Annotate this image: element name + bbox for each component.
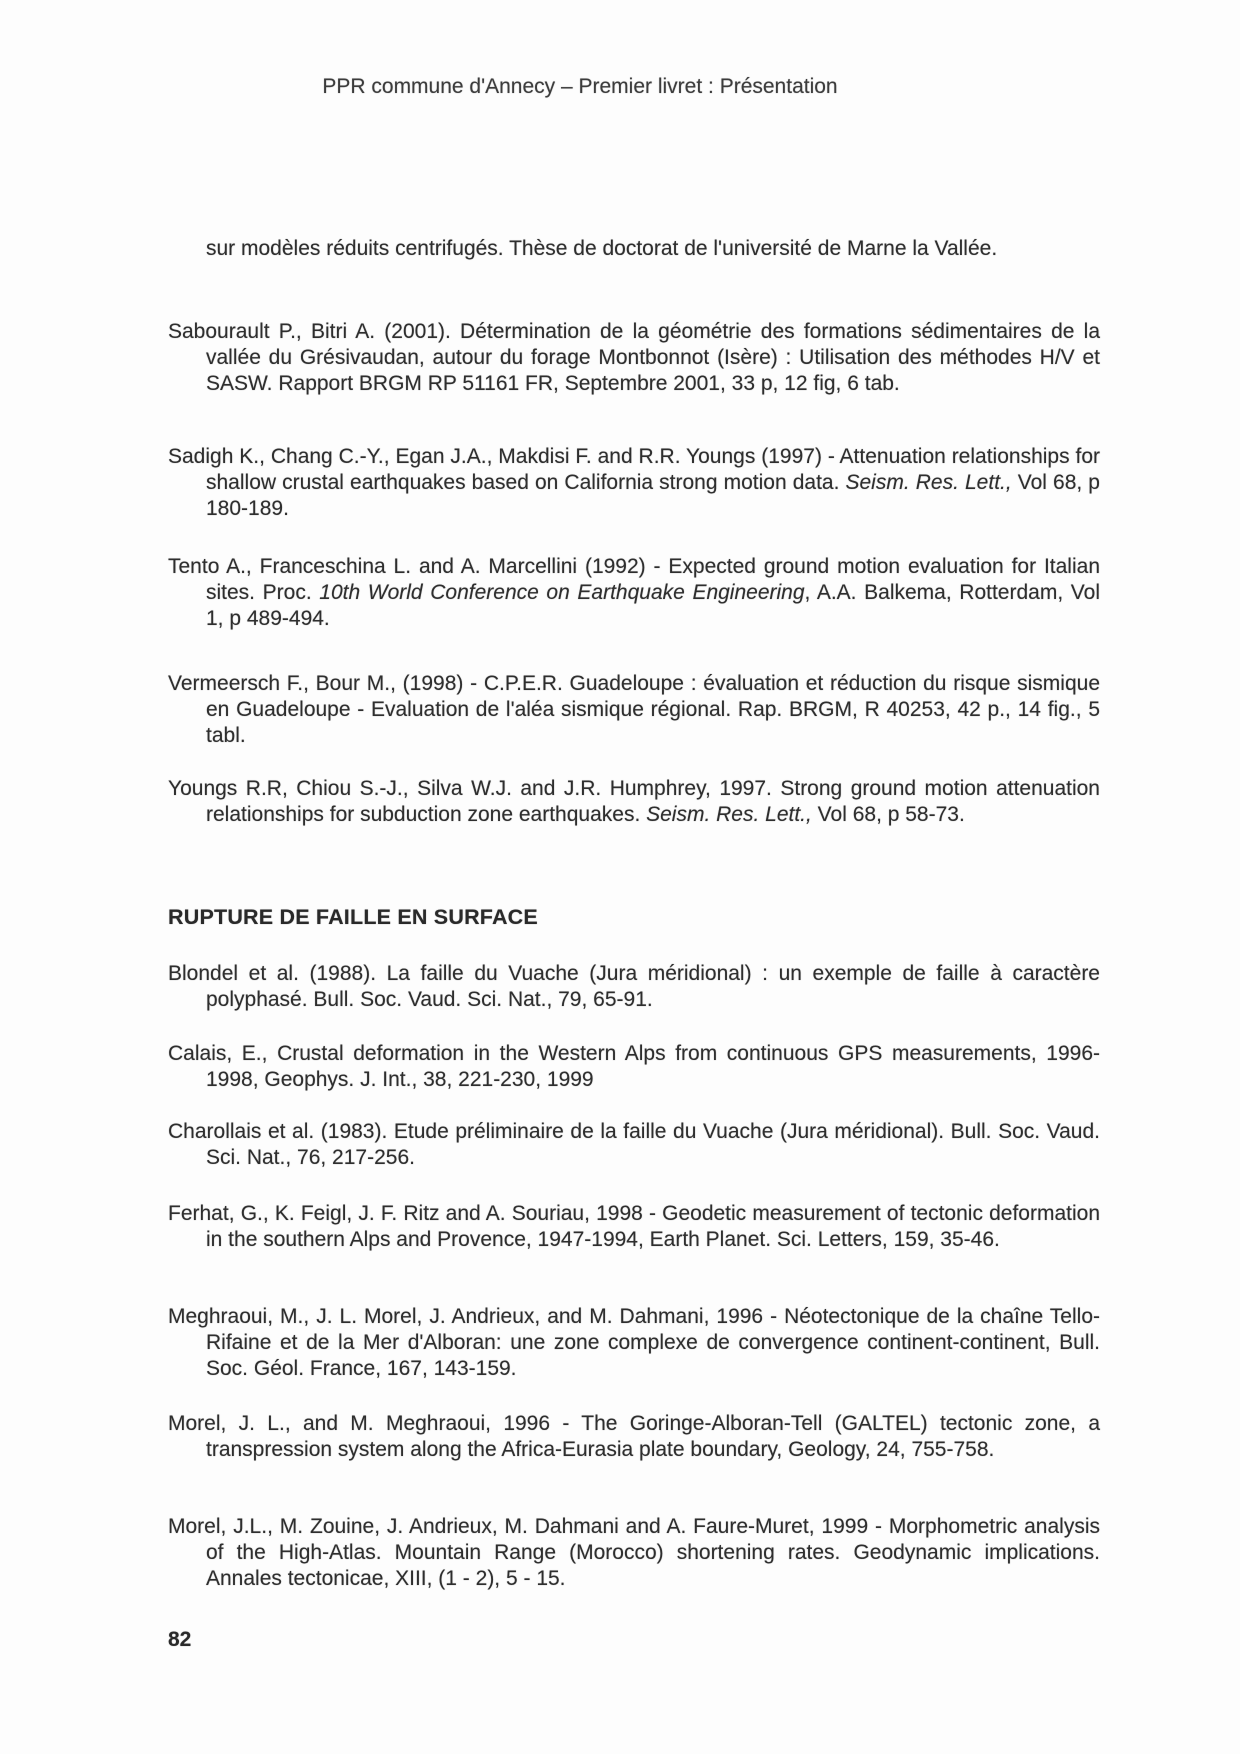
reference-entry-youngs bbox=[168, 776, 1100, 828]
reference-text: Blondel et al. (1988). La faille du Vuache (Jura méridional) : un exemple de faille à caractère polyphasé. Bull. Soc. Vaud. Sci. Nat., 79, 65-91. bbox=[168, 962, 1100, 1011]
reference-text: Calais, E., Crustal deformation in the Western Alps from continuous GPS measurements, 1996-1998, Geophys. J. Int., 38, 221-230, 1999 bbox=[168, 1042, 1100, 1091]
reference-text-italic: Seism. Res. Lett., bbox=[845, 471, 1012, 494]
reference-text: Vol 68, p 58-73. bbox=[811, 803, 965, 826]
reference-text: Vermeersch F., Bour M., (1998) - C.P.E.R. Guadeloupe : évaluation et réduction du risque sismique en Guadeloupe - Evaluation de l'aléa sismique régional. Rap. BRGM, R 40253, 42 p., 14 fig., 5 tabl. bbox=[168, 672, 1100, 747]
reference-entry-blondel bbox=[168, 961, 1100, 1013]
reference-continuation bbox=[168, 236, 1100, 262]
page-number: 82 bbox=[168, 1628, 192, 1651]
reference-entry-charollais bbox=[168, 1119, 1100, 1171]
reference-entry-morel-1999 bbox=[168, 1514, 1100, 1592]
reference-text: Sabourault P., Bitri A. (2001). Détermination de la géométrie des formations sédimentaires de la vallée du Grésivaudan, autour du forage Montbonnot (Isère) : Utilisation des méthodes H/V et SASW. Rapport BRGM RP 51161 FR, Septembre 2001, 33 p, 12 fig, 6 tab. bbox=[168, 320, 1100, 395]
reference-text: Charollais et al. (1983). Etude préliminaire de la faille du Vuache (Jura méridional). Bull. Soc. Vaud. Sci. Nat., 76, 217-256. bbox=[168, 1120, 1100, 1169]
running-header: PPR commune d'Annecy – Premier livret : Présentation bbox=[322, 75, 838, 98]
reference-entry-tento bbox=[168, 554, 1100, 632]
reference-text: Vol 68, p 180-189. bbox=[206, 471, 1100, 520]
reference-entry-sadigh bbox=[168, 444, 1100, 522]
reference-text-italic: 10th World Conference on Earthquake Engineering bbox=[319, 581, 805, 604]
reference-entry-meghraoui bbox=[168, 1304, 1100, 1382]
reference-text: Morel, J.L., M. Zouine, J. Andrieux, M. Dahmani and A. Faure-Muret, 1999 - Morphometric analysis of the High-Atlas. Mountain Range (Morocco) shortening rates. Geodynamic implications. Annales tectonicae, XIII, (1 - 2), 5 - 15. bbox=[168, 1515, 1100, 1590]
reference-text: Tento A., Franceschina L. and A. Marcellini (1992) - Expected ground motion evaluation for Italian sites. Proc. bbox=[168, 555, 1100, 604]
reference-entry-vermeersch bbox=[168, 671, 1100, 749]
reference-text: Sadigh K., Chang C.-Y., Egan J.A., Makdisi F. and R.R. Youngs (1997) - Attenuation relationships for shallow crustal earthquakes based on California strong motion data. bbox=[168, 445, 1100, 494]
reference-entry-morel-1996 bbox=[168, 1411, 1100, 1463]
reference-entry-calais bbox=[168, 1041, 1100, 1093]
reference-text: Ferhat, G., K. Feigl, J. F. Ritz and A. Souriau, 1998 - Geodetic measurement of tectonic deformation in the southern Alps and Provence, 1947-1994, Earth Planet. Sci. Letters, 159, 35-46. bbox=[168, 1202, 1100, 1251]
section-heading-rupture-de-faille: RUPTURE DE FAILLE EN SURFACE bbox=[168, 905, 538, 929]
reference-text: Morel, J. L., and M. Meghraoui, 1996 - The Goringe-Alboran-Tell (GALTEL) tectonic zone, a transpression system along the Africa-Eurasia plate boundary, Geology, 24, 755-758. bbox=[168, 1412, 1100, 1461]
reference-text: Meghraoui, M., J. L. Morel, J. Andrieux, and M. Dahmani, 1996 - Néotectonique de la chaîne Tello-Rifaine et de la Mer d'Alboran: une zone complexe de convergence continent-continent, Bull. Soc. Géol. France, 167, 143-159. bbox=[168, 1305, 1100, 1380]
reference-text: Youngs R.R, Chiou S.-J., Silva W.J. and J.R. Humphrey, 1997. Strong ground motion attenuation relationships for subduction zone earthquakes. bbox=[168, 777, 1100, 826]
reference-entry-ferhat bbox=[168, 1201, 1100, 1253]
reference-text: sur modèles réduits centrifugés. Thèse de doctorat de l'université de Marne la Vallée. bbox=[206, 237, 998, 260]
reference-entry-sabourault bbox=[168, 319, 1100, 397]
reference-text: , A.A. Balkema, Rotterdam, Vol 1, p 489-494. bbox=[206, 581, 1100, 630]
reference-text-italic: Seism. Res. Lett., bbox=[646, 803, 812, 826]
